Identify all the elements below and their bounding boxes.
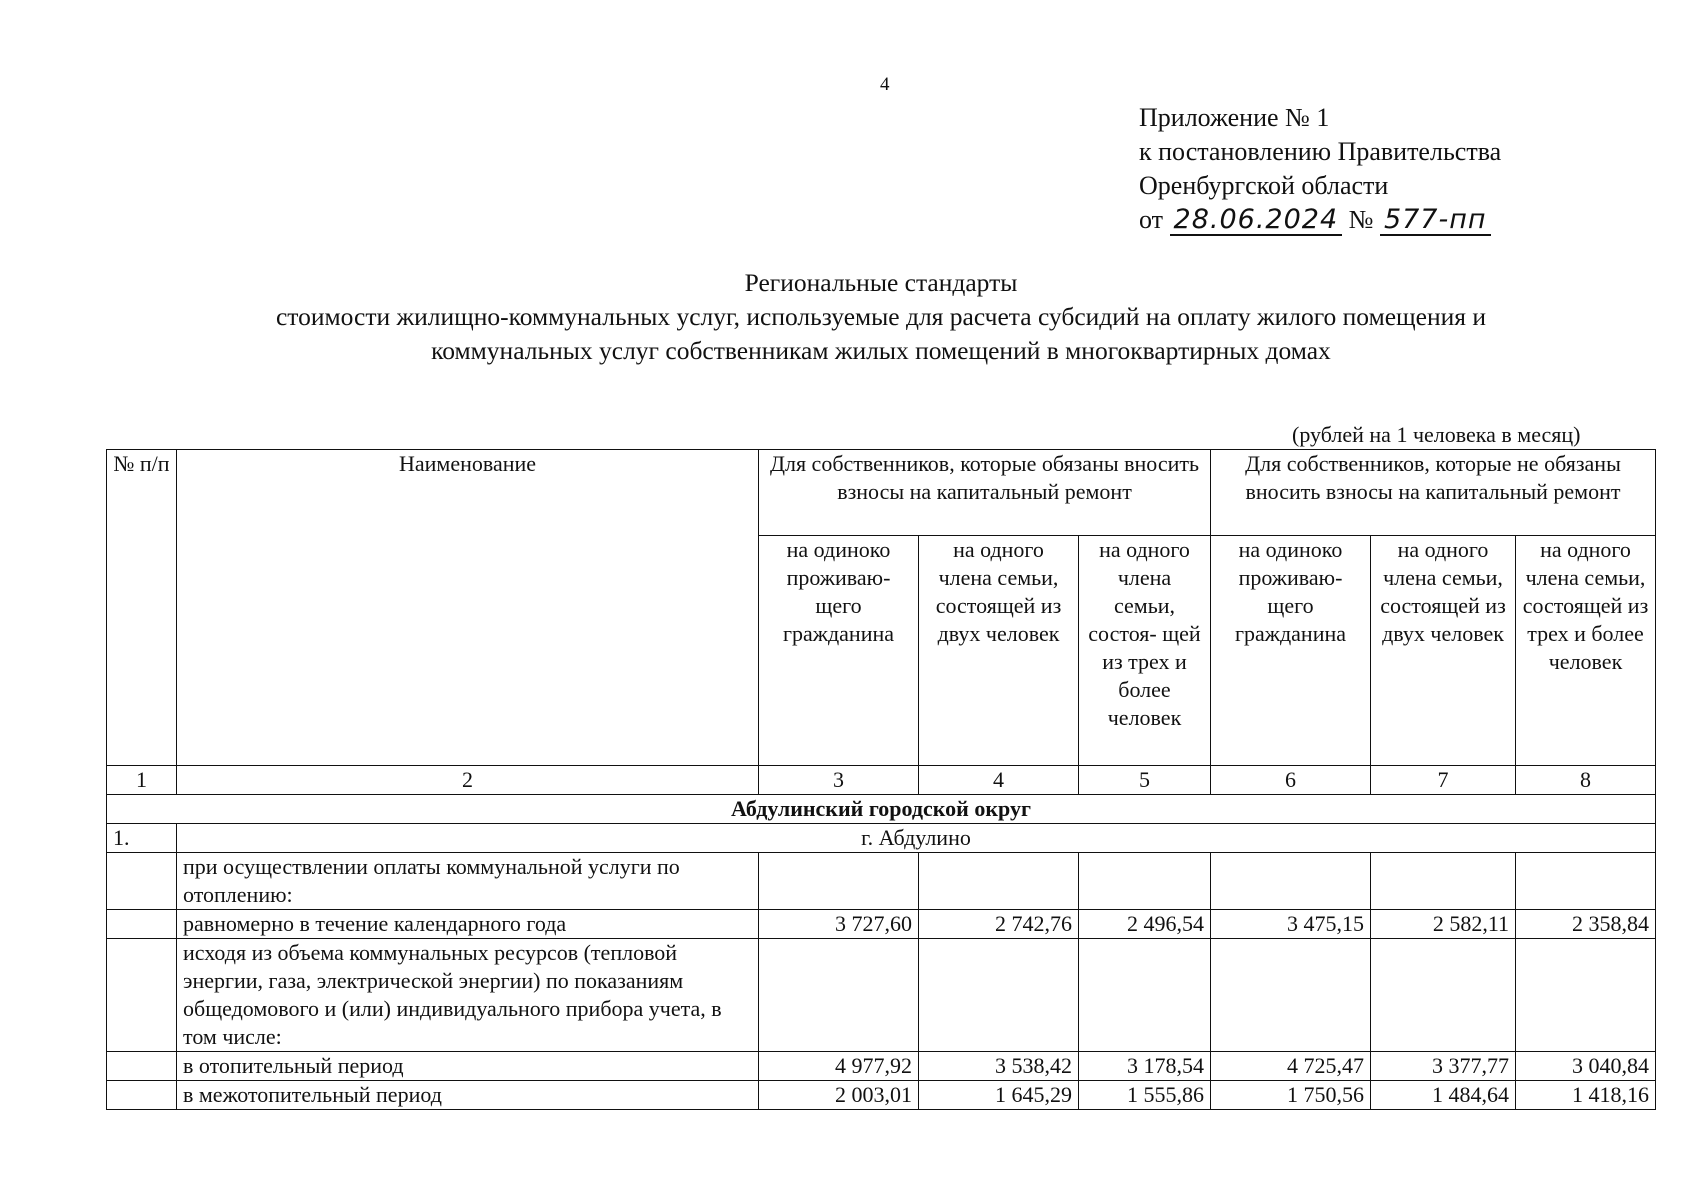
table-row: [107, 939, 1656, 1052]
appendix-block: [1139, 101, 1501, 237]
header-sub-1: на одиноко проживаю- щего гражданина: [759, 536, 919, 766]
row-value: 3 377,77: [1371, 1052, 1516, 1081]
header-sub-4: на одиноко проживаю- щего гражданина: [1211, 536, 1371, 766]
row-value: [919, 939, 1079, 1052]
col-number: 5: [1079, 766, 1211, 795]
header-name: Наименование: [177, 450, 759, 766]
row-value: 1 750,56: [1211, 1081, 1371, 1110]
row-value: [1516, 853, 1656, 910]
header-sub-5: на одного члена семьи, состоящей из двух человек: [1371, 536, 1516, 766]
appendix-resolution: к постановлению Правительства: [1139, 137, 1502, 166]
row-num-cell: [107, 939, 177, 1052]
row-value: [1371, 939, 1516, 1052]
header-sub-3: на одного члена семьи, состоя- щей из трех и более человек: [1079, 536, 1211, 766]
standards-table: [106, 449, 1656, 1110]
col-number: 1: [107, 766, 177, 795]
table-row: [107, 1081, 1656, 1110]
table-row: [107, 853, 1656, 910]
row-value: 3 727,60: [759, 910, 919, 939]
row-value: [1079, 853, 1211, 910]
header-group-no-capital-repair: Для собственников, которые не обязаны вносить взносы на капитальный ремонт: [1211, 450, 1656, 536]
locality-heading: г. Абдулино: [177, 824, 1656, 853]
header-group-capital-repair: Для собственников, которые обязаны вносить взносы на капитальный ремонт: [759, 450, 1211, 536]
row-num-cell: [107, 1052, 177, 1081]
handwritten-date: 28.06.2024: [1170, 206, 1343, 236]
row-value: 2 003,01: [759, 1081, 919, 1110]
district-heading: Абдулинский городской округ: [107, 795, 1656, 824]
row-name: исходя из объема коммунальных ресурсов (тепловой энергии, газа, электрической энергии) по показаниям общедомового и (или) индивидуального прибора учета, в том числе:: [177, 939, 759, 1052]
row-num-cell: [107, 910, 177, 939]
row-name: равномерно в течение календарного года: [177, 910, 759, 939]
row-value: 1 555,86: [1079, 1081, 1211, 1110]
col-number: 8: [1516, 766, 1656, 795]
row-value: 1 484,64: [1371, 1081, 1516, 1110]
row-value: 2 582,11: [1371, 910, 1516, 939]
row-value: [759, 853, 919, 910]
table-row: [107, 1052, 1656, 1081]
appendix-date-line: [1139, 203, 1501, 237]
row-value: 3 040,84: [1516, 1052, 1656, 1081]
row-value: 2 496,54: [1079, 910, 1211, 939]
appendix-region: Оренбургской области: [1139, 171, 1389, 200]
col-number: 6: [1211, 766, 1371, 795]
header-num: № п/п: [107, 450, 177, 766]
title-line-2: стоимости жилищно-коммунальных услуг, используемые для расчета субсидий на оплату жилого помещения и: [275, 302, 1487, 331]
row-value: [1211, 939, 1371, 1052]
page-number: 4: [880, 74, 890, 95]
row-value: [759, 939, 919, 1052]
row-value: 1 418,16: [1516, 1081, 1656, 1110]
row-value: 3 538,42: [919, 1052, 1079, 1081]
locality-number: 1.: [107, 824, 177, 853]
document-title: [0, 266, 1700, 368]
row-value: 3 178,54: [1079, 1052, 1211, 1081]
title-line-3: коммунальных услуг собственникам жилых помещений в многоквартирных домах: [431, 336, 1331, 365]
row-value: [1516, 939, 1656, 1052]
row-value: 1 645,29: [919, 1081, 1079, 1110]
row-value: 2 358,84: [1516, 910, 1656, 939]
from-label: от: [1139, 205, 1164, 234]
row-value: [1079, 939, 1211, 1052]
table-row: [107, 910, 1656, 939]
row-value: 2 742,76: [919, 910, 1079, 939]
handwritten-number: 577-пп: [1380, 206, 1491, 236]
row-name: в отопительный период: [177, 1052, 759, 1081]
col-number: 3: [759, 766, 919, 795]
row-value: 4 977,92: [759, 1052, 919, 1081]
header-sub-2: на одного члена семьи, состоящей из двух человек: [919, 536, 1079, 766]
unit-note: (рублей на 1 человека в месяц): [1292, 422, 1581, 447]
row-value: 3 475,15: [1211, 910, 1371, 939]
col-number: 2: [177, 766, 759, 795]
title-line-1: Региональные стандарты: [744, 268, 1018, 297]
row-value: [1371, 853, 1516, 910]
row-num-cell: [107, 853, 177, 910]
number-label: №: [1348, 205, 1374, 234]
appendix-title: Приложение № 1: [1139, 103, 1330, 132]
row-num-cell: [107, 1081, 177, 1110]
row-value: [1211, 853, 1371, 910]
column-number-row: [107, 766, 1656, 795]
row-name: при осуществлении оплаты коммунальной услуги по отоплению:: [177, 853, 759, 910]
header-sub-6: на одного члена семьи, состоящей из трех и более человек: [1516, 536, 1656, 766]
row-value: [919, 853, 1079, 910]
row-value: 4 725,47: [1211, 1052, 1371, 1081]
col-number: 7: [1371, 766, 1516, 795]
col-number: 4: [919, 766, 1079, 795]
row-name: в межотопительный период: [177, 1081, 759, 1110]
